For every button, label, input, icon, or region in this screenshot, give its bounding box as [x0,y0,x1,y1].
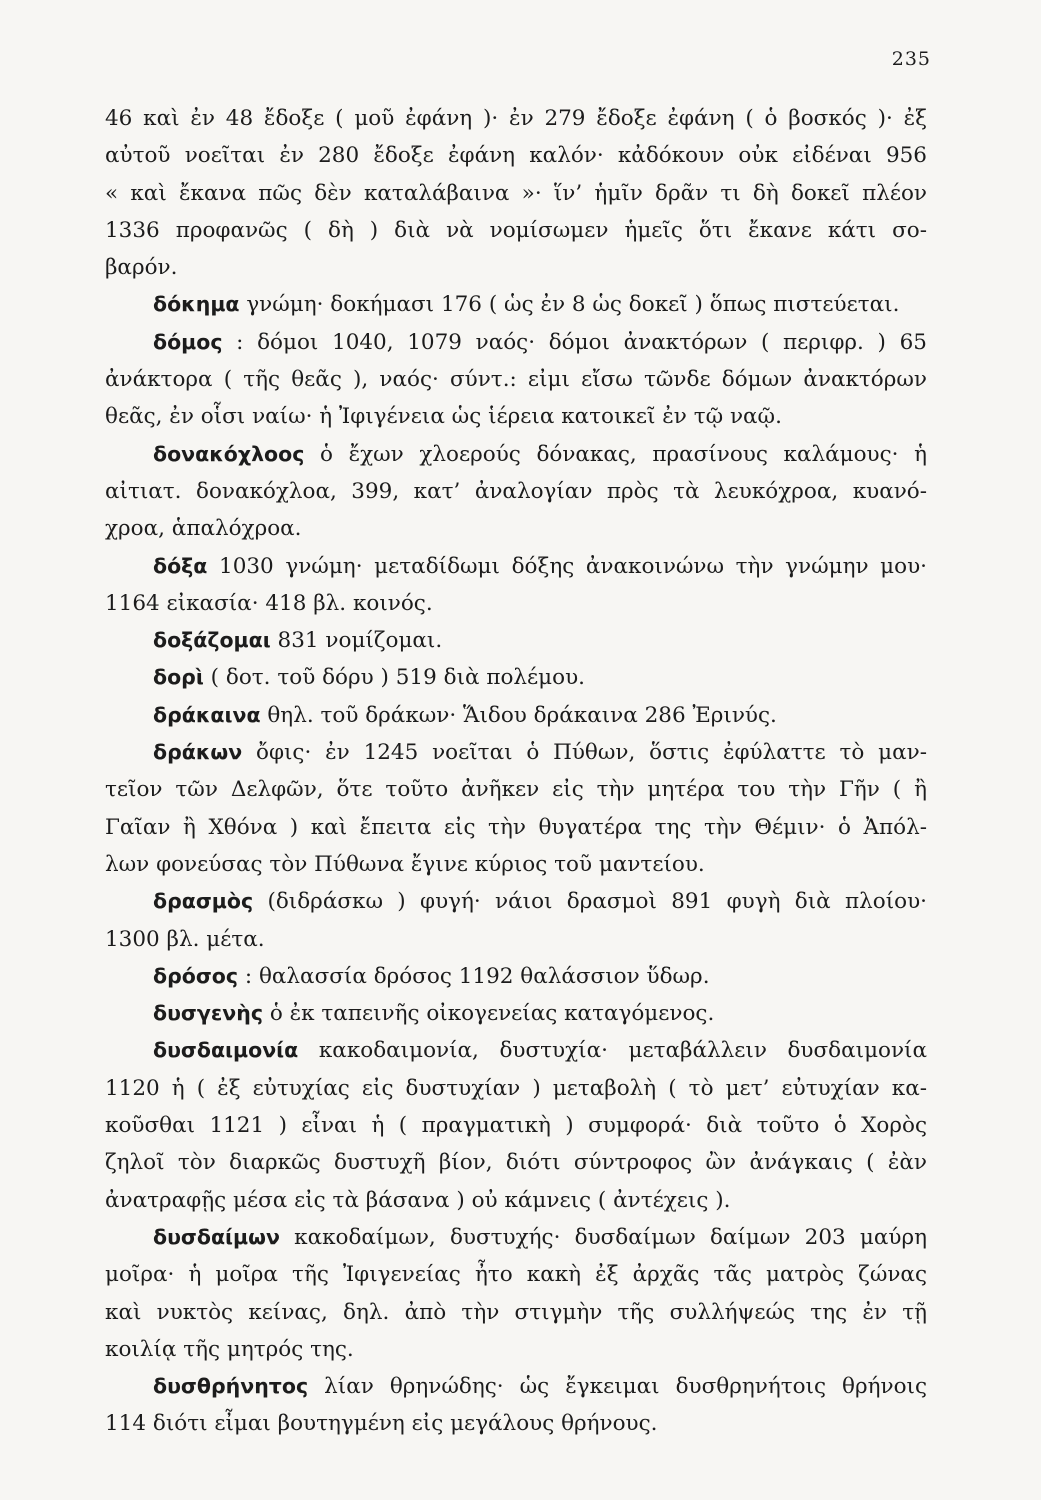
text-line [105,846,927,883]
entry-first-line [105,1219,927,1256]
line-text: θεᾶς, ἐν οἷσι ναίω· ἡ Ἰφιγένεια ὡς ἱέρεια κατοικεῖ ἐν τῷ ναῷ. [105,404,782,430]
line-text: κοῦσθαι 1121 ) εἶναι ἡ ( πραγματικὴ ) συμφορά· διὰ τοῦτο ὁ Χορὸς [105,1113,927,1139]
line-text: 1336 προφανῶς ( δὴ ) διὰ νὰ νομίσωμεν ἡμεῖς ὅτι ἔκανε κάτι σο- [105,217,927,243]
entry-first-line [105,1032,927,1069]
text-line [105,585,927,622]
entry-headword: δρόσος [153,963,239,988]
line-text: ὄφις· ἐν 1245 νοεῖται ὁ Πύθων, ὅστις ἐφύλαττε τὸ μαν- [242,740,927,766]
line-text: κακοδαίμων, δυστυχής· δυσδαίμων δαίμων 203 μαύρη [279,1224,927,1250]
line-text: αἰτιατ. δονακόχλοα, 399, κατ’ ἀναλογίαν πρὸς τὰ λευκόχροα, κυανό- [105,478,927,504]
line-text: λων φονεύσας τὸν Πύθωνα ἔγινε κύριος τοῦ μαντείου. [105,851,705,877]
text-line [105,175,927,212]
text-line [105,1107,927,1144]
line-text: θηλ. τοῦ δράκων· Ἅιδου δράκαινα 286 Ἐρινύς. [260,702,777,728]
line-text: κοιλίᾳ τῆς μητρός της. [105,1336,354,1362]
line-text: 831 νομίζομαι. [270,628,443,654]
line-text: γνώμη· δοκήμασι 176 ( ὡς ἐν 8 ὡς δοκεῖ ) ὅπως πιστεύεται. [239,292,900,318]
entry-first-line [105,659,927,696]
entry-first-line [105,958,927,995]
line-text: 1164 εἰκασία· 418 βλ. κοινός. [105,590,433,616]
line-text: βαρόν. [105,255,178,281]
text-line [105,249,927,286]
line-text: λίαν θρηνώδης· ὡς ἔγκειμαι δυσθρηνήτοις θρήνοις [308,1374,927,1400]
page-number: 235 [891,48,931,70]
line-text: ἀνατραφῇς μέσα εἰς τὰ βάσανα ) οὐ κάμνεις ( ἀντέχεις ). [105,1187,731,1213]
text-line [105,1256,927,1293]
text-line [105,1182,927,1219]
entry-first-line [105,1368,927,1405]
line-text: Γαῖαν ἢ Χθόνα ) καὶ ἔπειτα εἰς τὴν θυγατέρα της τὴν Θέμιν· ὁ Ἀπόλ- [105,814,927,840]
entry-headword: δόξα [153,553,208,578]
text-line [105,1294,927,1331]
text-line [105,809,927,846]
entry-headword: δράκων [153,740,243,765]
text-line [105,771,927,808]
entry-first-line [105,436,927,473]
line-text: : δόμοι 1040, 1079 ναός· δόμοι ἀνακτόρων ( περιφρ. ) 65 [222,329,927,355]
entry-headword: δρασμὸς [153,889,254,914]
text-line [105,100,927,137]
line-text: ( δοτ. τοῦ δόρυ ) 519 διὰ πολέμου. [203,665,586,691]
text-line [105,212,927,249]
entry-headword: δυσδαιμονία [153,1038,299,1063]
line-text: 1300 βλ. μέτα. [105,926,265,952]
line-text: 1120 ἡ ( ἐξ εὐτυχίας εἰς δυστυχίαν ) μεταβολὴ ( τὸ μετ’ εὐτυχίαν κα- [105,1075,927,1101]
entry-headword: δυσγενὴς [153,1001,263,1026]
text-line [105,510,927,547]
line-text: κακοδαιμονία, δυστυχία· μεταβάλλειν δυσδαιμονία [298,1038,927,1064]
entry-first-line [105,995,927,1032]
entry-first-line [105,622,927,659]
line-text: χροα, ἁπαλόχροα. [105,516,302,542]
text-line [105,137,927,174]
line-text: 114 διότι εἶμαι βουτηγμένη εἰς μεγάλους θρήνους. [105,1411,658,1437]
entry-headword: δόμος [153,329,223,354]
entry-headword: δυσδαίμων [153,1224,280,1249]
text-line [105,473,927,510]
text-line [105,1405,927,1442]
line-text: 1030 γνώμη· μεταδίδωμι δόξης ἀνακοινώνω τὴν γνώμην μου· [207,553,927,579]
entry-first-line [105,286,927,323]
text-line [105,1144,927,1181]
line-text: ὁ ἔχων χλοερούς δόνακας, πρασίνους καλάμους· ἡ [304,441,927,467]
entry-headword: δράκαινα [153,702,261,727]
line-text: ἀνάκτορα ( τῆς θεᾶς ), ναός· σύντ.: εἰμι εἴσω τῶνδε δόμων ἀνακτόρων [105,367,927,393]
line-text: μοῖρα· ἡ μοῖρα τῆς Ἰφιγενείας ἦτο κακὴ ἐξ ἀρχᾶς τᾶς ματρὸς ζώνας [105,1262,927,1288]
entry-first-line [105,734,927,771]
entry-headword: δονακόχλοος [153,441,305,466]
entry-headword: δόκημα [153,292,240,317]
line-text: : θαλασσία δρόσος 1192 θαλάσσιον ὕδωρ. [238,963,710,989]
text-line [105,921,927,958]
text-line [105,1070,927,1107]
text-line [105,1331,927,1368]
entry-headword: δορὶ [153,665,204,690]
line-text: (διδράσκω ) φυγή· νάιοι δρασμοὶ 891 φυγὴ διὰ πλοίου· [253,889,927,915]
text-line [105,361,927,398]
glossary-text [105,100,927,1443]
entry-first-line [105,324,927,361]
entry-headword: δοξάζομαι [153,628,271,653]
entry-first-line [105,697,927,734]
entry-headword: δυσθρήνητος [153,1374,309,1399]
line-text: ὁ ἐκ ταπεινῆς οἰκογενείας καταγόμενος. [262,1001,715,1027]
entry-first-line [105,548,927,585]
line-text: καὶ νυκτὸς κείνας, δηλ. ἀπὸ τὴν στιγμὴν τῆς συλλήψεώς της ἐν τῇ [105,1299,927,1325]
line-text: αὐτοῦ νοεῖται ἐν 280 ἔδοξε ἐφάνη καλόν· κἀδόκουν οὐκ εἰδέναι 956 [105,143,927,169]
line-text: « καὶ ἔκανα πῶς δὲν καταλάβαινα »· ἵν’ ἡμῖν δρᾶν τι δὴ δοκεῖ πλέον [105,180,927,206]
line-text: ζηλοῖ τὸν διαρκῶς δυστυχῆ βίον, διότι σύντροφος ὢν ἀνάγκαις ( ἐὰν [105,1150,927,1176]
text-line [105,398,927,435]
line-text: 46 καὶ ἐν 48 ἔδοξε ( μοῦ ἐφάνη )· ἐν 279 ἔδοξε ἐφάνη ( ὁ βοσκός )· ἐξ [105,106,927,131]
line-text: τεῖον τῶν Δελφῶν, ὅτε τοῦτο ἀνῆκεν εἰς τὴν μητέρα του τὴν Γῆν ( ἢ [105,777,927,803]
entry-first-line [105,883,927,920]
